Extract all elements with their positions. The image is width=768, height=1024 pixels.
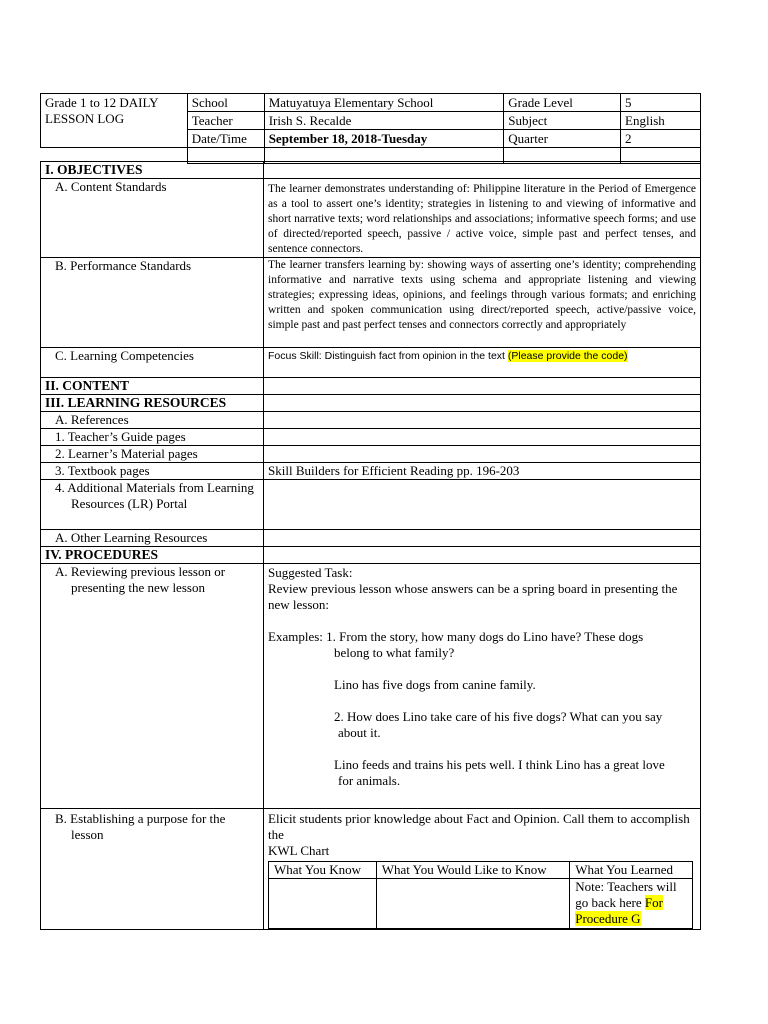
textbook-pages-label: 3. Textbook pages (41, 463, 264, 480)
kwl-header-know: What You Know (269, 862, 377, 879)
kwl-chart (268, 861, 693, 929)
kwl-header-like-to-know: What You Would Like to Know (376, 862, 569, 879)
competencies-note: (Please provide the code) (507, 350, 628, 362)
answer-2: Lino feeds and trains his pets well. I think Lino has a great love (334, 757, 665, 772)
performance-standards-label: B. Performance Standards (41, 258, 264, 348)
content-heading: II. CONTENT (41, 378, 264, 395)
procedure-a-label: A. Reviewing previous lesson or presenting the new lesson (41, 564, 264, 809)
answer-1: Lino has five dogs from canine family. (334, 677, 536, 692)
quarter-value: 2 (621, 130, 701, 148)
subject-label: Subject (504, 112, 621, 130)
answer-2-cont: for animals. (338, 773, 401, 788)
other-resources-label: A. Other Learning Resources (41, 530, 264, 547)
kwl-know-cell (269, 879, 377, 929)
school-label: School (187, 94, 264, 112)
teacher-value: Irish S. Recalde (264, 112, 504, 130)
grade-level-value: 5 (621, 94, 701, 112)
objectives-heading: I. OBJECTIVES (41, 162, 264, 179)
kwl-header-learned: What You Learned (570, 862, 693, 879)
kwl-like-cell (376, 879, 569, 929)
procedure-a-content (264, 564, 701, 809)
textbook-pages-value: Skill Builders for Efficient Reading pp. 196-203 (264, 463, 701, 480)
datetime-label: Date/Time (187, 130, 264, 148)
procedure-b-text: Elicit students prior knowledge about Fact and Opinion. Call them to accomplish the (268, 811, 690, 842)
school-value: Matuyatuya Elementary School (264, 94, 504, 112)
lesson-table (40, 161, 701, 930)
kwl-note-highlight: For Procedure G (575, 895, 663, 926)
additional-materials-label: 4. Additional Materials from Learning Resources (LR) Portal (41, 480, 264, 530)
tg-pages-label: 1. Teacher’s Guide pages (41, 429, 264, 446)
competencies-cell (264, 348, 701, 378)
content-standards-text: The learner demonstrates understanding of: Philippine literature in the Period of Emergence as a tool to assert one’s identity; strategies in listening to and viewing of informative and short narrative texts; word relationships and associations; informative speech forms; and use of directed/reported speech, passive / active voice, simple past and perfect tenses, and sentence connectors. (264, 179, 701, 258)
header-table (40, 93, 701, 164)
example-1-cont: belong to what family? (334, 645, 455, 660)
kwl-title: KWL Chart (268, 843, 330, 858)
grade-level-label: Grade Level (504, 94, 621, 112)
resources-heading: III. LEARNING RESOURCES (41, 395, 264, 412)
procedure-b-content (264, 809, 701, 930)
example-2: 2. How does Lino take care of his five dogs? What can you say (334, 709, 663, 724)
lm-pages-label: 2. Learner’s Material pages (41, 446, 264, 463)
competencies-text: Focus Skill: Distinguish fact from opinion in the text (268, 350, 505, 362)
procedure-b-label: B. Establishing a purpose for the lesson (41, 809, 264, 930)
suggested-task: Suggested Task: (268, 565, 353, 580)
example-1: Examples: 1. From the story, how many dogs do Lino have? These dogs (268, 629, 644, 644)
log-title: Grade 1 to 12 DAILY LESSON LOG (41, 94, 188, 148)
references-label: A. References (41, 412, 264, 429)
example-2-cont: about it. (338, 725, 381, 740)
competencies-label: C. Learning Competencies (41, 348, 264, 378)
datetime-value: September 18, 2018-Tuesday (264, 130, 504, 148)
content-standards-label: A. Content Standards (41, 179, 264, 258)
procedures-heading: IV. PROCEDURES (41, 547, 264, 564)
subject-value: English (621, 112, 701, 130)
teacher-label: Teacher (187, 112, 264, 130)
review-instruction: Review previous lesson whose answers can be a spring board in presenting the new lesson: (268, 581, 678, 612)
kwl-note: Note: Teachers will go back here (575, 879, 677, 910)
kwl-learned-cell (570, 879, 693, 929)
performance-standards-text: The learner transfers learning by: showing ways of asserting one’s identity; comprehending informative and narrative texts using schema and appropriate listening and viewing strategies; expressing ideas, opinions, and feelings through various formats; and enriching written and spoken communication using direct/reported speech, active/passive voice, simple past and past perfect tenses and connectors correctly and appropriately (264, 258, 701, 348)
quarter-label: Quarter (504, 130, 621, 148)
